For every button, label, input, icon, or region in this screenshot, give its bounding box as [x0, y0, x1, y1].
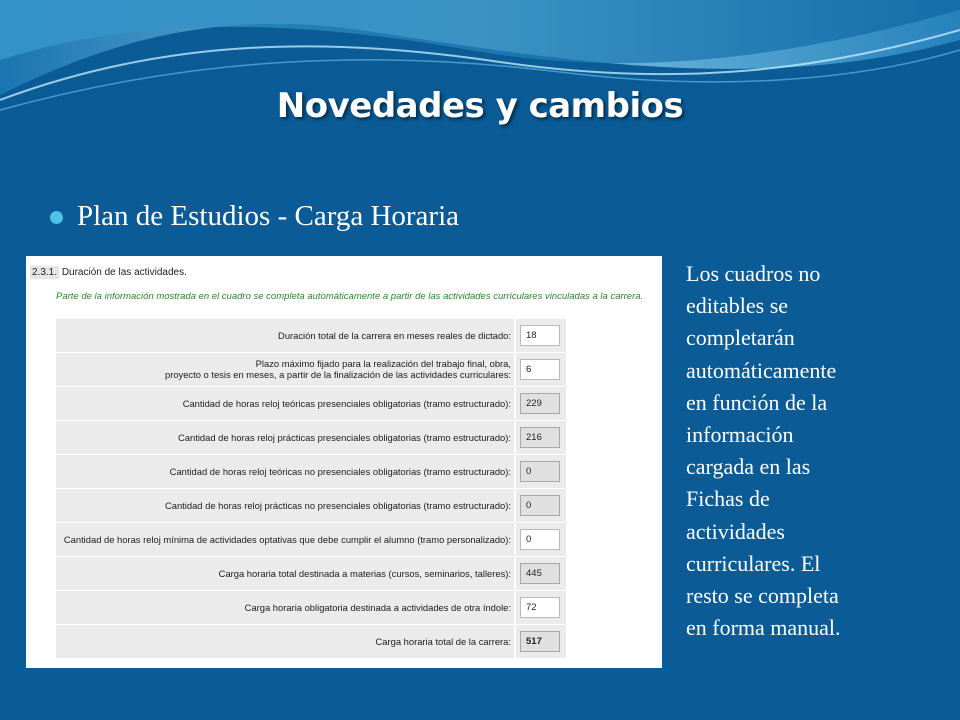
practicas-no-presenciales-field: 0 [520, 495, 560, 516]
form-row-otra-indole [56, 591, 566, 624]
row-field [516, 591, 566, 624]
total-materias-field: 445 [520, 563, 560, 584]
form-row-total-carrera [56, 625, 566, 658]
form-rows [56, 319, 566, 659]
row-field [516, 557, 566, 590]
duracion-total-input[interactable]: 18 [520, 325, 560, 346]
teoricas-presenciales-field: 229 [520, 393, 560, 414]
form-row-plazo-maximo [56, 353, 566, 386]
form-row-teoricas-presenciales [56, 387, 566, 420]
otra-indole-input[interactable]: 72 [520, 597, 560, 618]
row-field [516, 523, 566, 556]
teoricas-no-presenciales-field: 0 [520, 461, 560, 482]
bullet-dot-icon [50, 211, 63, 224]
row-label: Carga horaria obligatoria destinada a actividades de otra índole: [56, 591, 514, 624]
practicas-presenciales-field: 216 [520, 427, 560, 448]
form-row-duracion-total [56, 319, 566, 352]
row-field [516, 421, 566, 454]
plazo-maximo-input[interactable]: 6 [520, 359, 560, 380]
info-note: Parte de la información mostrada en el cuadro se completa automáticamente a partir de las actividades curriculares vinculadas a la carrera. [56, 291, 644, 302]
form-row-teoricas-no-presenciales [56, 455, 566, 488]
row-field [516, 455, 566, 488]
form-row-total-materias [56, 557, 566, 590]
form-row-practicas-no-presenciales [56, 489, 566, 522]
row-label: Plazo máximo fijado para la realización del trabajo final, obra, proyecto o tesis en meses, a partir de la finalización de las actividades curriculares: [56, 353, 514, 386]
section-number: 2.3.1. [32, 267, 58, 278]
row-field [516, 625, 566, 658]
bullet-text: Plan de Estudios - Carga Horaria [77, 200, 460, 232]
row-field [516, 353, 566, 386]
form-row-optativas [56, 523, 566, 556]
row-field [516, 319, 566, 352]
row-label: Carga horaria total de la carrera: [56, 625, 514, 658]
total-carrera-field: 517 [520, 631, 560, 652]
row-field [516, 387, 566, 420]
side-note: Los cuadros no editables se completarán automáticamente en función de la información cargada en las Fichas de actividades curriculares. El resto se completa en forma manual. [686, 261, 841, 641]
section-title: Duración de las actividades. [61, 267, 187, 278]
row-field [516, 489, 566, 522]
row-label: Cantidad de horas reloj teóricas presenciales obligatorias (tramo estructurado): [56, 387, 514, 420]
row-label: Cantidad de horas reloj prácticas presenciales obligatorias (tramo estructurado): [56, 421, 514, 454]
form-screenshot-panel [26, 256, 662, 668]
section-header [30, 267, 187, 278]
row-label: Carga horaria total destinada a materias (cursos, seminarios, talleres): [56, 557, 514, 590]
slide-title: Novedades y cambios [276, 86, 684, 126]
form-row-practicas-presenciales [56, 421, 566, 454]
bullet-item [50, 200, 459, 233]
row-label: Cantidad de horas reloj prácticas no presenciales obligatorias (tramo estructurado): [56, 489, 514, 522]
row-label: Duración total de la carrera en meses reales de dictado: [56, 319, 514, 352]
row-label: Cantidad de horas reloj mínima de actividades optativas que debe cumplir el alumno (tramo personalizado): [56, 523, 514, 556]
row-label: Cantidad de horas reloj teóricas no presenciales obligatorias (tramo estructurado): [56, 455, 514, 488]
optativas-input[interactable]: 0 [520, 529, 560, 550]
